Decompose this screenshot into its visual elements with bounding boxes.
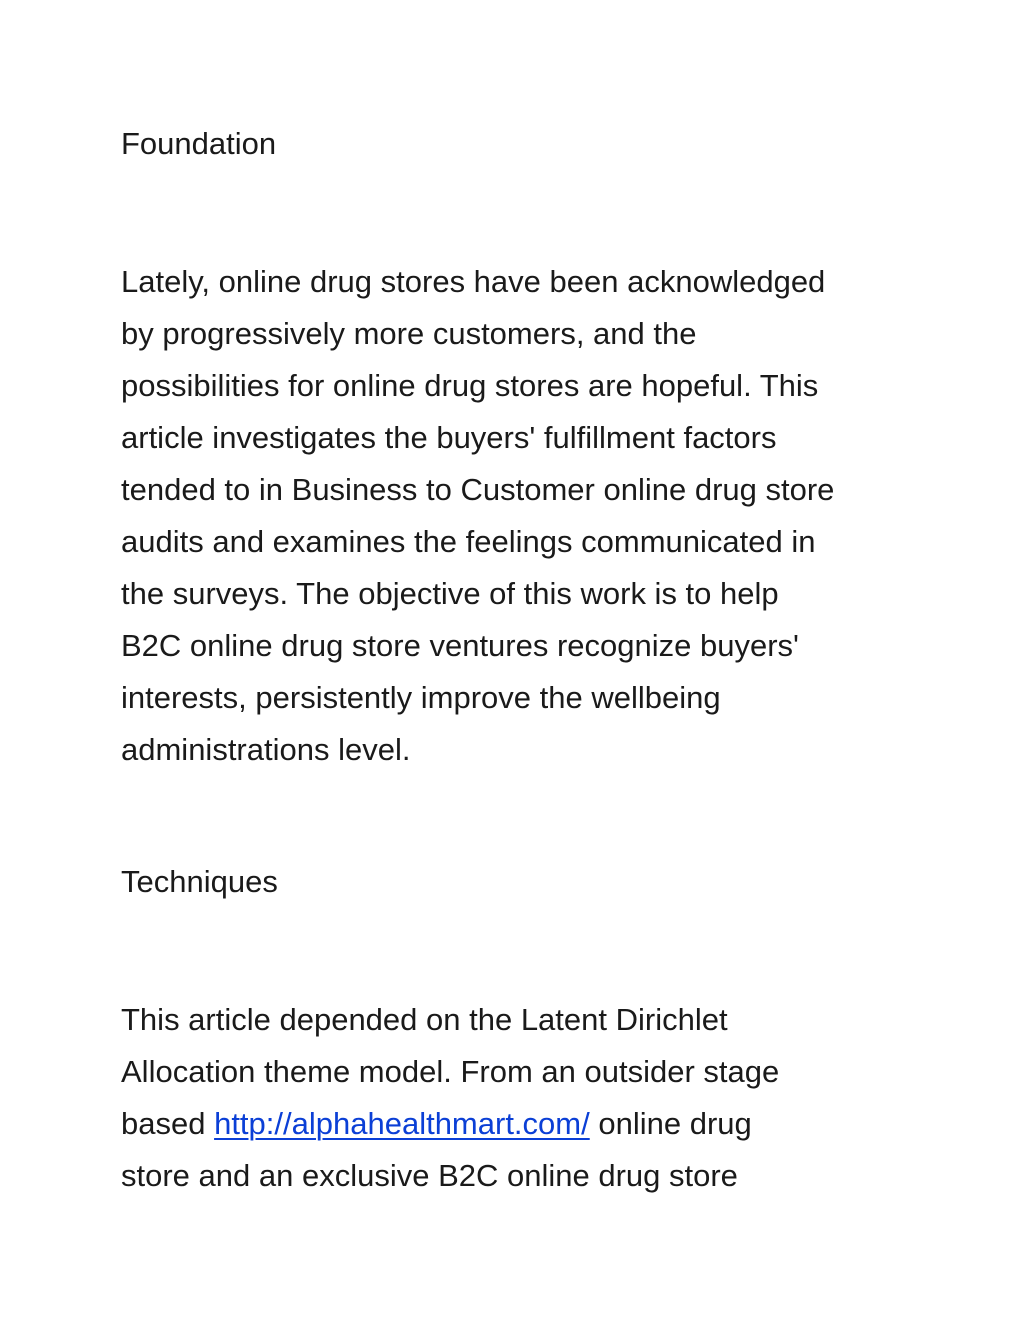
paragraph-line: Allocation theme model. From an outsider stage xyxy=(121,1054,780,1089)
paragraph-line: interests, persistently improve the wellbeing xyxy=(121,680,721,715)
link-prefix-text: based xyxy=(121,1106,215,1141)
paragraph-line: Lately, online drug stores have been acknowledged xyxy=(121,264,826,299)
paragraph-line: This article depended on the Latent Dirichlet xyxy=(121,1002,728,1037)
paragraph-line: by progressively more customers, and the xyxy=(121,316,697,351)
heading-text: Techniques xyxy=(121,864,278,899)
paragraph-line: the surveys. The objective of this work is to help xyxy=(121,576,779,611)
paragraph-line-with-link xyxy=(121,1098,921,1150)
paragraph-line: possibilities for online drug stores are hopeful. This xyxy=(121,368,819,403)
paragraph-line: B2C online drug store ventures recognize buyers' xyxy=(121,628,799,663)
paragraph-line: administrations level. xyxy=(121,732,411,767)
paragraph-foundation xyxy=(121,256,921,776)
section-heading-foundation xyxy=(121,118,921,170)
paragraph-line: store and an exclusive B2C online drug store xyxy=(121,1158,738,1193)
paragraph-techniques xyxy=(121,994,921,1202)
link-suffix-text: online drug xyxy=(589,1106,752,1141)
paragraph-line: audits and examines the feelings communicated in xyxy=(121,524,816,559)
paragraph-line: tended to in Business to Customer online drug store xyxy=(121,472,835,507)
paragraph-line: article investigates the buyers' fulfillment factors xyxy=(121,420,777,455)
heading-text: Foundation xyxy=(121,126,277,161)
website-link[interactable]: http://alphahealthmart.com/ xyxy=(214,1106,590,1141)
section-heading-techniques xyxy=(121,856,921,908)
